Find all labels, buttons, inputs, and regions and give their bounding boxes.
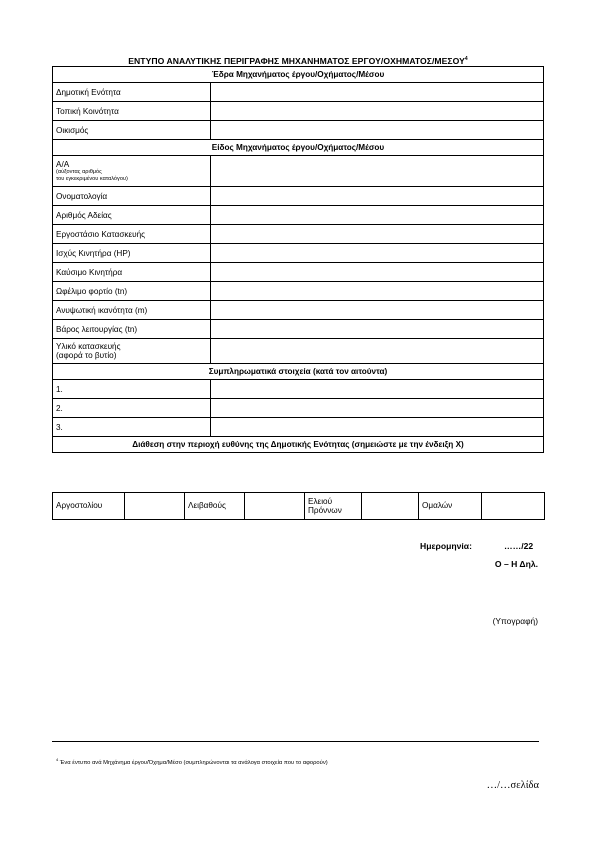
aa-label-cell bbox=[53, 156, 211, 187]
lifting-capacity-field[interactable] bbox=[211, 301, 544, 320]
signature-label: (Υπογραφή) bbox=[492, 616, 538, 626]
row-label: 3. bbox=[53, 418, 211, 437]
table-row bbox=[53, 263, 544, 282]
local-community-field[interactable] bbox=[211, 102, 544, 121]
row-label: Ονοματολογία bbox=[53, 187, 211, 206]
table-row bbox=[53, 418, 544, 437]
page-number: …/…σελίδα bbox=[486, 780, 539, 791]
operating-weight-field[interactable] bbox=[211, 320, 544, 339]
table-row bbox=[53, 244, 544, 263]
date-label: Ημερομηνία: bbox=[420, 541, 472, 551]
row-label: 2. bbox=[53, 399, 211, 418]
footnote-text: Ένα έντυπο ανά Μηχάνημα έργου/Όχημα/Μέσο (συμπληρώνονται τα ανάλογα στοιχεία που το αφορούν) bbox=[58, 759, 328, 766]
footnote-divider bbox=[52, 741, 539, 742]
settlement-field[interactable] bbox=[211, 121, 544, 140]
footnote bbox=[56, 757, 328, 766]
aa-note-line2: του εγκεκριμένου καταλόγου) bbox=[56, 175, 128, 182]
material-field[interactable] bbox=[211, 339, 544, 364]
row-label: Εργοστάσιο Κατασκευής bbox=[53, 225, 211, 244]
table-row bbox=[53, 102, 544, 121]
section-distribution-heading: Διάθεση στην περιοχή ευθύνης της Δημοτικής Ενότητας (σημειώστε με την ένδειξη Χ) bbox=[53, 437, 544, 453]
table-row bbox=[53, 320, 544, 339]
table-row bbox=[53, 156, 544, 187]
table-row bbox=[53, 225, 544, 244]
declarant-label: Ο – Η Δηλ. bbox=[494, 559, 538, 569]
table-row bbox=[53, 380, 544, 399]
table-row bbox=[53, 282, 544, 301]
section-type-heading: Είδος Μηχανήματος έργου/Οχήματος/Μέσου bbox=[53, 140, 544, 156]
row-label: Ανυψωτική ικανότητα (m) bbox=[53, 301, 211, 320]
row-label: Βάρος λειτουργίας (tn) bbox=[53, 320, 211, 339]
row-label: Τοπική Κοινότητα bbox=[53, 102, 211, 121]
material-label-cell bbox=[53, 339, 211, 364]
aa-label: Α/Α bbox=[56, 159, 70, 169]
table-row bbox=[53, 301, 544, 320]
table-row bbox=[53, 206, 544, 225]
row-label: Αριθμός Αδείας bbox=[53, 206, 211, 225]
manufacturer-field[interactable] bbox=[211, 225, 544, 244]
form-title bbox=[52, 56, 544, 66]
extra-field-2[interactable] bbox=[211, 399, 544, 418]
area-label-pronnon: Πρόννων bbox=[308, 506, 342, 515]
area-label-argostoli: Αργοστολίου bbox=[53, 493, 125, 520]
engine-fuel-field[interactable] bbox=[211, 263, 544, 282]
municipal-unit-field[interactable] bbox=[211, 83, 544, 102]
area-label-omala: Ομαλών bbox=[419, 493, 482, 520]
table-row bbox=[53, 83, 544, 102]
machine-form-table bbox=[52, 66, 544, 453]
material-label-line2: (αφορά το βυτίο) bbox=[56, 351, 117, 360]
name-field[interactable] bbox=[211, 187, 544, 206]
material-label-line1: Υλικό κατασκευής bbox=[56, 341, 121, 351]
engine-power-field[interactable] bbox=[211, 244, 544, 263]
section-extra-heading: Συμπληρωματικά στοιχεία (κατά τον αιτούντα) bbox=[53, 364, 544, 380]
row-label: Ωφέλιμο φορτίο (tn) bbox=[53, 282, 211, 301]
area-checkbox-argostoli[interactable] bbox=[125, 493, 185, 520]
table-row bbox=[53, 339, 544, 364]
form-title-text: ΕΝΤΥΠΟ ΑΝΑΛΥΤΙΚΗΣ ΠΕΡΙΓΡΑΦΗΣ ΜΗΧΑΝΗΜΑΤΟΣ ΕΡΓΟΥ/ΟΧΗΜΑΤΟΣ/ΜΕΣΟΥ bbox=[128, 56, 465, 66]
license-number-field[interactable] bbox=[211, 206, 544, 225]
section-seat-heading: Έδρα Μηχανήματος έργου/Οχήματος/Μέσου bbox=[53, 67, 544, 83]
distribution-table bbox=[52, 492, 545, 520]
table-row bbox=[53, 399, 544, 418]
area-checkbox-leivathos[interactable] bbox=[245, 493, 305, 520]
table-row bbox=[53, 121, 544, 140]
title-footnote-ref: 4 bbox=[464, 56, 468, 63]
payload-field[interactable] bbox=[211, 282, 544, 301]
row-label: Δημοτική Ενότητα bbox=[53, 83, 211, 102]
row-label: Ισχύς Κινητήρα (HP) bbox=[53, 244, 211, 263]
area-label-eleios-pronnon bbox=[305, 493, 362, 520]
extra-field-3[interactable] bbox=[211, 418, 544, 437]
extra-field-1[interactable] bbox=[211, 380, 544, 399]
row-label: 1. bbox=[53, 380, 211, 399]
date-value[interactable]: ……/22 bbox=[504, 541, 534, 551]
aa-field[interactable] bbox=[211, 156, 544, 187]
aa-note-line1: (αύξοντας αριθμός bbox=[56, 169, 102, 176]
footnote-ref: 4 bbox=[56, 757, 59, 762]
area-checkbox-omala[interactable] bbox=[482, 493, 545, 520]
table-row bbox=[53, 187, 544, 206]
area-checkbox-eleios-pronnon[interactable] bbox=[362, 493, 419, 520]
row-label: Καύσιμο Κινητήρα bbox=[53, 263, 211, 282]
area-label-eleios: Ελειού bbox=[308, 496, 333, 506]
area-label-leivathos: Λειβαθούς bbox=[185, 493, 245, 520]
row-label: Οικισμός bbox=[53, 121, 211, 140]
